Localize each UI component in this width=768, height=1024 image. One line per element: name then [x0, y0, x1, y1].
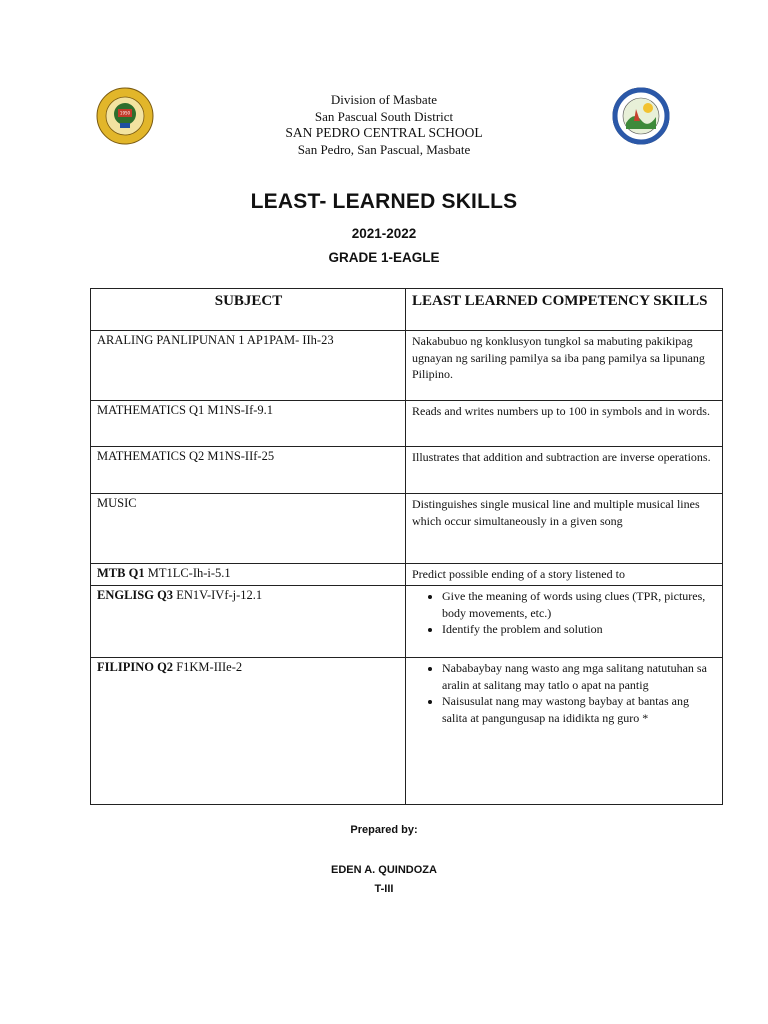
subject-text: MATHEMATICS Q1 M1NS-If-9.1: [97, 403, 274, 417]
subject-code-bold: MTB Q1: [97, 566, 145, 580]
school-name: SAN PEDRO CENTRAL SCHOOL: [285, 125, 483, 140]
table-row: [91, 564, 723, 586]
school-address: San Pedro, San Pascual, Masbate: [297, 141, 471, 157]
skill-list: [412, 660, 717, 726]
table-row: [91, 586, 723, 658]
table-row: [91, 331, 723, 401]
subject-cell: [91, 658, 406, 805]
table-row: [91, 658, 723, 805]
subject-code-bold: FILIPINO Q2: [97, 660, 174, 674]
subject-cell: [91, 401, 406, 447]
skill-list: [412, 588, 717, 638]
subject-cell: [91, 447, 406, 494]
subject-column-header: SUBJECT: [91, 289, 406, 331]
preparer-name: EDEN A. QUINDOZA: [331, 864, 437, 876]
table-header-row: [91, 289, 723, 331]
table-row: [91, 494, 723, 564]
prepared-by-label: Prepared by:: [350, 824, 418, 836]
subject-cell: [91, 331, 406, 401]
list-item: • Naisusulat nang may wastong baybay at bantas ang salita at pangungusap na ididikta ng guro *: [442, 693, 717, 726]
preparer-position: T-III: [374, 883, 394, 895]
skill-cell: Reads and writes numbers up to 100 in symbols and in words.: [406, 401, 723, 447]
subject-text: MT1LC-Ih-i-5.1: [144, 566, 231, 580]
subject-text: ARALING PANLIPUNAN 1 AP1PAM- IIh-23: [97, 333, 334, 347]
table-row: [91, 401, 723, 447]
skills-table: [90, 288, 723, 805]
skill-cell: Nakabubuo ng konklusyon tungkol sa mabuting pakikipag ugnayan ng sariling pamilya sa iba pang pamilya sa lipunang Pilipino.: [406, 331, 723, 401]
subject-text: MATHEMATICS Q2 M1NS-IIf-25: [97, 449, 275, 463]
skill-cell: Illustrates that addition and subtraction are inverse operations.: [406, 447, 723, 494]
table-row: [91, 447, 723, 494]
school-year: 2021-2022: [351, 226, 417, 241]
skill-cell: [406, 658, 723, 805]
list-item: • Identify the problem and solution: [442, 621, 717, 638]
skill-cell: Predict possible ending of a story listened to: [406, 564, 723, 586]
subject-cell: [91, 586, 406, 658]
division-name: Division of Masbate: [330, 92, 438, 107]
list-item: • Give the meaning of words using clues (TPR, pictures, body movements, etc.): [442, 588, 717, 621]
skill-cell: Distinguishes single musical line and multiple musical lines which occur simultaneously in a given song: [406, 494, 723, 564]
subject-text: MUSIC: [97, 496, 137, 510]
school-header: [0, 92, 768, 158]
grade-section: GRADE 1-EAGLE: [328, 250, 440, 265]
subject-text: EN1V-IVf-j-12.1: [173, 588, 263, 602]
subject-cell: [91, 494, 406, 564]
district-name: San Pascual South District: [314, 108, 454, 124]
list-item: • Nababaybay nang wasto ang mga salitang natutuhan sa aralin at salitang may tatlo o apat na pantig: [442, 660, 717, 693]
subject-code-bold: ENGLISG Q3: [97, 588, 174, 602]
svg-text:1950: 1950: [119, 110, 131, 116]
document-title: LEAST- LEARNED SKILLS: [250, 190, 518, 213]
subject-cell: [91, 564, 406, 586]
skill-cell: [406, 586, 723, 658]
skills-column-header: LEAST LEARNED COMPETENCY SKILLS: [406, 289, 723, 331]
subject-text: F1KM-IIIe-2: [173, 660, 243, 674]
